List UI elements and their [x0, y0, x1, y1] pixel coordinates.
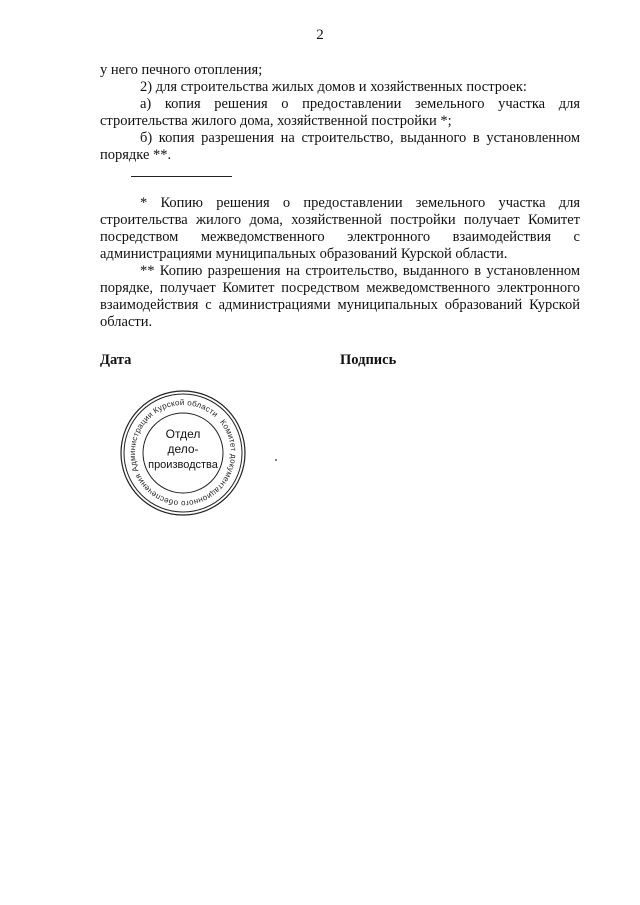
stamp-seal: [118, 388, 248, 518]
date-label: Дата: [100, 352, 132, 368]
footnote-2: ** Копию разрешения на строительство, выданного в установленном порядке, получает Комитет посредством межведомственного электронного взаимодействия с администрациями муниципальных образований Курской области.: [100, 263, 580, 330]
footnote-separator: [131, 176, 232, 177]
stamp-ring-text: Комитет документационного обеспечения Администрации Курской области: [127, 397, 239, 509]
paragraph-construction-item: 2) для строительства жилых домов и хозяйственных построек:: [140, 79, 527, 95]
paragraph-item-b: б) копия разрешения на строительство, выданного в установленном порядке **.: [100, 130, 580, 163]
page-number: 2: [316, 27, 324, 43]
paragraph-item-a: а) копия решения о предоставлении земельного участка для строительства жилого дома, хозяйственной постройки *;: [100, 96, 580, 129]
scan-speck: [275, 459, 277, 461]
main-text: [100, 62, 580, 164]
paragraph-heating: у него печного отопления;: [100, 62, 263, 78]
footnote-1: * Копию решения о предоставлении земельного участка для строительства жилого дома, хозяйственной постройки получает Комитет посредством межведомственного электронного взаимодействия с администрациями муниципальных образований Курской области.: [100, 195, 580, 262]
signature-label: Подпись: [340, 352, 397, 368]
footnotes: [100, 195, 580, 331]
stamp-line-3: производства: [148, 459, 218, 471]
stamp-line-2: дело-: [167, 442, 199, 456]
stamp-line-1: Отдел: [165, 427, 201, 441]
office-stamp: [118, 388, 248, 518]
